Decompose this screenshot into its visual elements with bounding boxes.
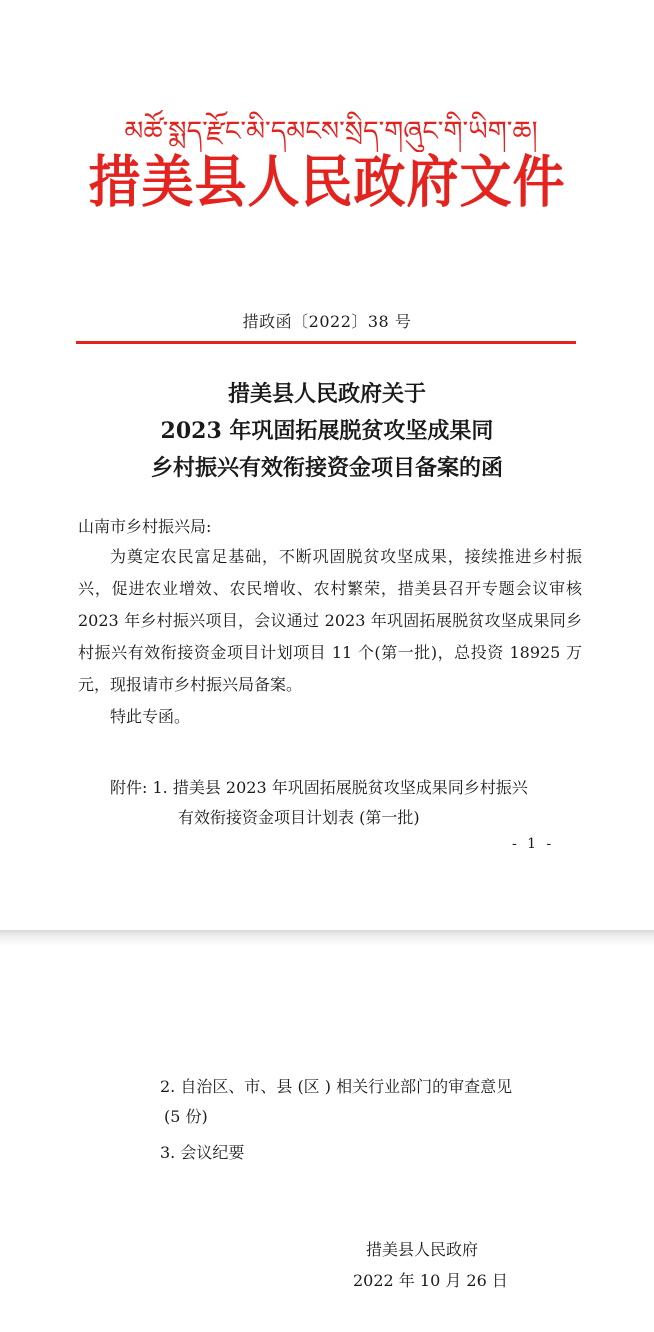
body-text: 为奠定农民富足基础，不断巩固脱贫攻坚成果，接续推进乡村振兴，促进农业增效、农民增收、农村繁荣，措美县召开专题会议审核 2023 年乡村振兴项目，会议通过 2023 年巩固拓展脱贫攻坚成果同乡村振兴有效衔接资金项目计划项目 11 个(第一批)，总投资 18925 万元，现报请市乡村振兴局备案。 — [78, 547, 582, 694]
attachment-1-line-1: 附件: 1. 措美县 2023 年巩固拓展脱贫攻坚成果同乡村振兴 — [110, 778, 528, 797]
subject-line-3: 乡村振兴有效衔接资金项目备案的函 — [150, 455, 503, 481]
page-number: - 1 - — [512, 836, 555, 852]
svg-text:མཚོ་སྨད་རྫོང་མི་དམངས་སྲིད་གཞུང: མཚོ་སྨད་རྫོང་མི་དམངས་སྲིད་གཞུང་གི་ཡིག་ཆ། — [124, 116, 538, 147]
attachment-3: 3. 会议纪要 — [160, 1143, 245, 1162]
page-separator — [0, 930, 654, 946]
attachment-1-line-2: 有效衔接资金项目计划表 (第一批) — [178, 808, 420, 827]
red-divider-rule — [76, 341, 576, 344]
letterhead-title: 措美县人民政府文件 — [88, 149, 566, 216]
subject-line-2: 2023 年巩固拓展脱贫攻坚成果同 — [160, 418, 494, 444]
document-number: 措政函〔2022〕38 号 — [242, 312, 412, 331]
signature-organization: 措美县人民政府 — [366, 1240, 479, 1259]
attachment-2-line-2: (5 份) — [164, 1107, 208, 1126]
closing-phrase: 特此专函。 — [110, 707, 191, 726]
subject-line-1: 措美县人民政府关于 — [227, 381, 426, 407]
document-page-2 — [0, 946, 654, 1332]
signature-date: 2022 年 10 月 26 日 — [353, 1271, 508, 1290]
attachment-2-line-1: 2. 自治区、市、县 (区 ) 相关行业部门的审查意见 — [160, 1077, 513, 1096]
addressee: 山南市乡村振兴局: — [78, 517, 212, 536]
document-subject — [0, 376, 654, 487]
body-paragraph — [78, 541, 582, 701]
